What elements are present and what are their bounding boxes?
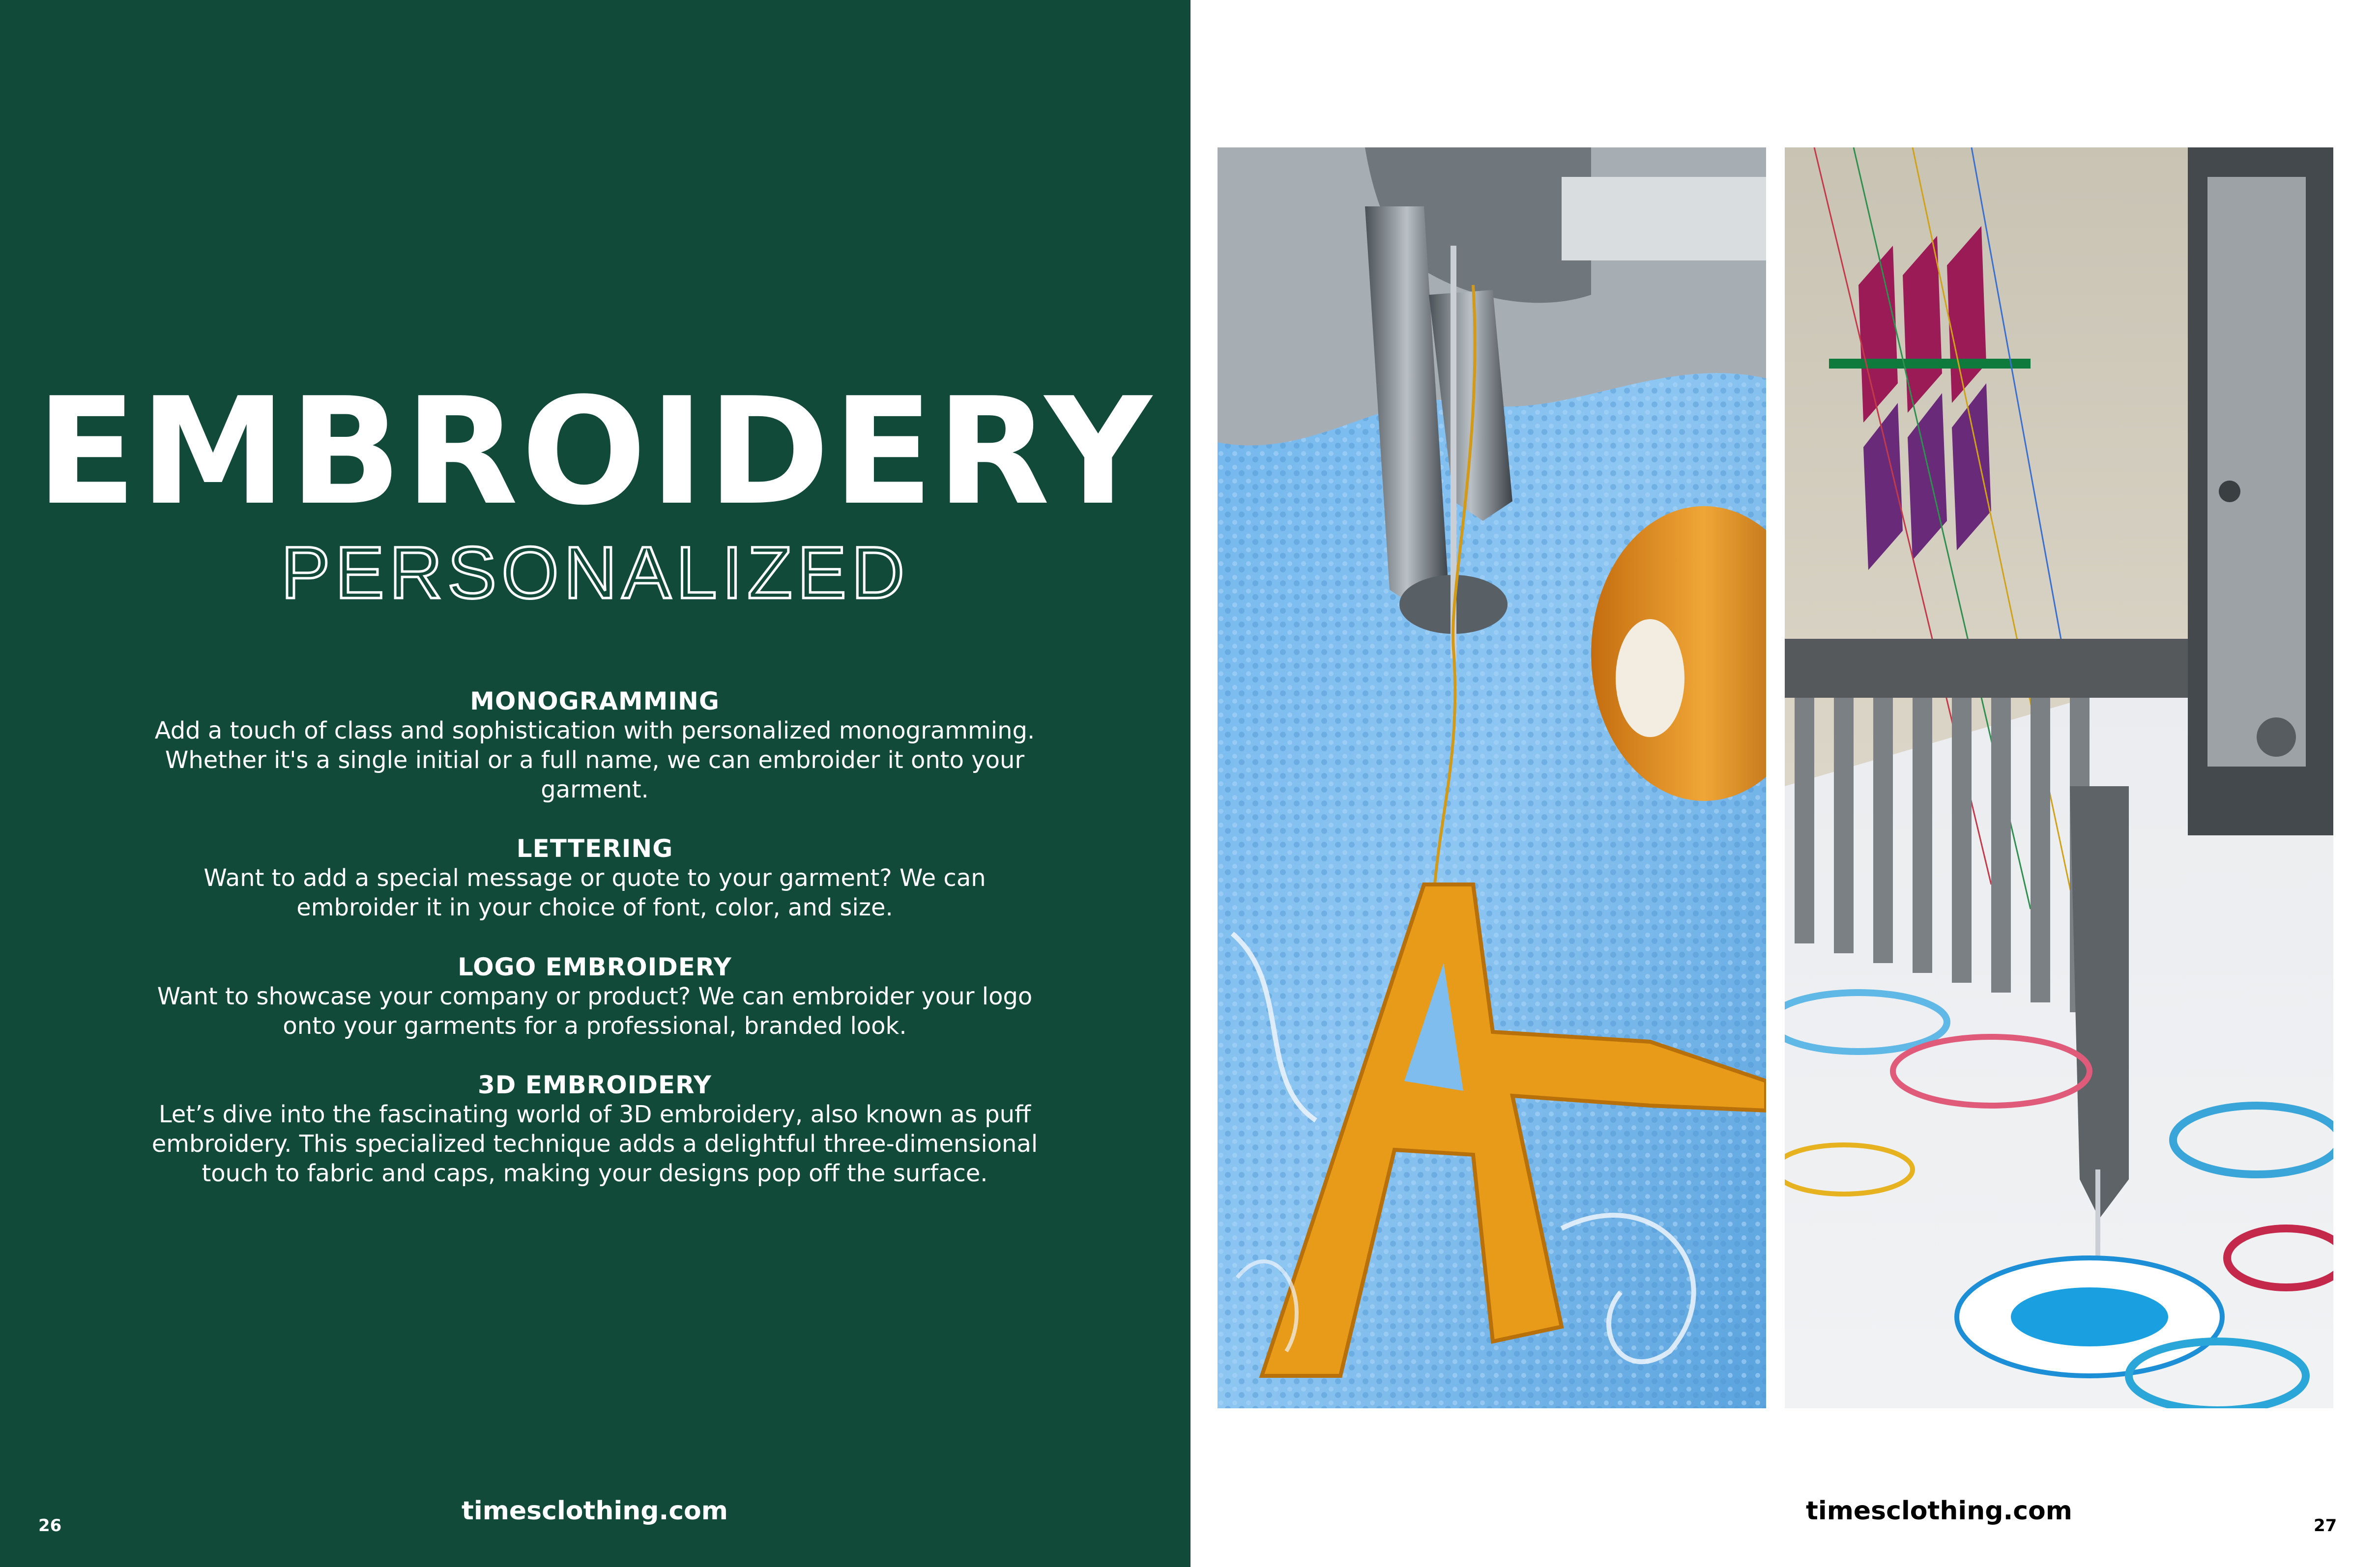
page-title: EMBROIDERY <box>36 366 1155 538</box>
section-body-line: Want to showcase your company or product? We can embroider your logo <box>157 983 1033 1010</box>
section-body-line: Whether it's a single initial or a full name, we can embroider it onto your <box>165 746 1025 774</box>
section-body-line: onto your garments for a professional, branded look. <box>283 1012 907 1040</box>
section-body-line: embroider it in your choice of font, color, and size. <box>296 894 893 921</box>
section-heading: 3D EMBROIDERY <box>478 1071 712 1099</box>
photo-embroidery-needle <box>1218 147 1766 1408</box>
section-logo-embroidery <box>79 952 1111 1041</box>
footer-website-link[interactable]: timesclothing.com <box>462 1496 728 1526</box>
photo-embroidery-machine <box>1785 147 2333 1408</box>
section-body-line: touch to fabric and caps, making your designs pop off the surface. <box>202 1160 988 1187</box>
right-page <box>1190 0 2380 1567</box>
section-body-line: garment. <box>541 776 649 803</box>
section-heading: LOGO EMBROIDERY <box>458 953 732 981</box>
page-number: 26 <box>38 1516 62 1536</box>
page-number: 27 <box>2314 1516 2337 1536</box>
page-subtitle: PERSONALIZED <box>281 531 910 614</box>
section-heading: MONOGRAMMING <box>470 687 720 715</box>
section-body-line: Let’s dive into the fascinating world of 3D embroidery, also known as puff <box>158 1101 1031 1128</box>
section-lettering <box>79 834 1111 922</box>
section-monogramming <box>79 686 1111 804</box>
footer-website-link[interactable]: timesclothing.com <box>1806 1496 2072 1526</box>
section-3d-embroidery <box>79 1070 1111 1188</box>
section-heading: LETTERING <box>516 834 673 863</box>
section-body-line: embroidery. This specialized technique adds a delightful three-dimensional <box>151 1130 1038 1158</box>
section-body-line: Add a touch of class and sophistication with personalized monogramming. <box>154 717 1035 744</box>
section-body-line: Want to add a special message or quote to your garment? We can <box>203 864 986 892</box>
